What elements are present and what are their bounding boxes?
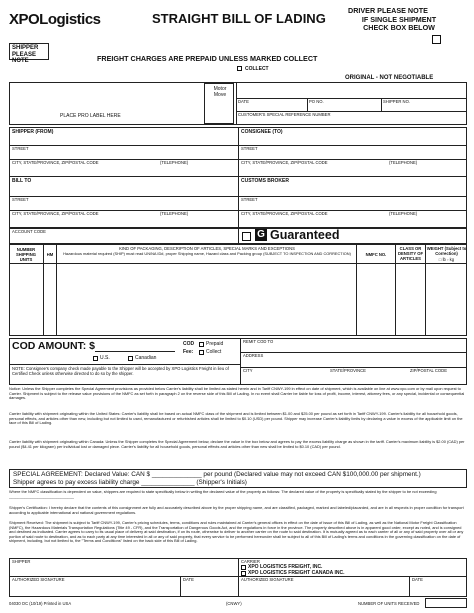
- ca-liability-paragraph: Carrier liability with shipment originating within Canada: Unless the Shipper completes the Special Agreement below, declare the value in the box below and agrees to pay the excess liability charge as shown in the tariff. Carrier's maximum liability is $2.00 (CAD) per pound ($4.41 per kilogram) per individual lost or damaged piece. Carrier's liability for all household goods, personal effects and articles other than new shall be limited to $0.10 (CAD) per pound.: [9, 440, 465, 449]
- shipper-note: SHIPPER PLEASE NOTE: [12, 45, 39, 64]
- shipper-date-label: DATE: [183, 577, 194, 582]
- shipper-phone-label: (TELEPHONE): [160, 160, 189, 165]
- customs-broker-label: CUSTOMS BROKER: [241, 178, 289, 184]
- collect-label: COLLECT: [245, 66, 269, 72]
- copy-label: (CNWY): [226, 601, 242, 606]
- broker-phone-label: (TELEPHONE): [389, 211, 418, 216]
- shipper-city-label: CITY, STATE/PROVINCE, ZIP/POSTAL CODE: [12, 160, 99, 165]
- customer-ref-field[interactable]: [238, 117, 465, 124]
- remit-cod-label: REMIT COD TO: [243, 339, 274, 344]
- carrier-auth-sig-label: AUTHORIZED SIGNATURE: [241, 577, 294, 582]
- us-liability-paragraph: Carrier liability with shipment originating within the United States: Carrier's liability shall be based on actual NMFC class of the shipment and is limited between $1.00 and $25.00 per pound as set forth in Tariff CNWY-199. Carrier's liability for all household goods, personal effects, and articles other than new, including but not limited to used, remanufactured or refurbished articles shall be limited to $0.10 (USD) per pound. Shipper may increase Carrier's liability limits by declaring a value in excess of the applicable limit on the face of this Bill of Lading.: [9, 412, 463, 426]
- consignee-phone-label: (TELEPHONE): [389, 160, 418, 165]
- col-weight-units: □ lb ◦ kg: [438, 257, 455, 262]
- notice-paragraph: Notice: Unless the Shipper completes the Special Agreement provisions as provided below Carrier's liability shall be limited as stated herein and in Tariff CNWY-199 in effect on date of shipment, which is available on line at www.xpo.com or by mail upon request to Carrier. Shipment is subject to the release value provisions of the NMFC as set forth in paragraph 2 on the reverse side of this Bill of Lading. In no event shall Carrier be liable for loss of profit, income, interest, attorney fees, or any special, incidental or consequential damages.: [9, 387, 465, 401]
- shipper-street-label: STREET: [12, 146, 29, 151]
- col-weight-header: WEIGHT (Subject to Correction): [426, 246, 467, 256]
- cod-prepaid-label: Prepaid: [206, 341, 224, 347]
- consignee-street-label: STREET: [241, 146, 258, 151]
- carrier-ca-checkbox[interactable]: [241, 571, 246, 576]
- us-label: U.S.: [100, 355, 110, 361]
- billto-city-label: CITY, STATE/PROVINCE, ZIP/POSTAL CODE: [12, 211, 99, 216]
- carrier-date-label: DATE: [412, 577, 423, 582]
- certification-paragraph: Shipper's Certification: I hereby declare that the contents of this consignment are fully and accurately described above by the proper shipping name, and are classified, packaged, marked and labeled/placarded, and are in all respects in proper condition for transport according to applicable international and national government regulations.: [9, 506, 464, 515]
- consignee-to-label: CONSIGNEE (TO): [241, 129, 283, 135]
- carrier-ca-label: XPO LOGISTICS FREIGHT CANADA INC.: [248, 570, 345, 576]
- cod-note: NOTE: Consignee's company check made payable to the Shipper will be accepted by XPO Logistics Freight in lieu of Certified Check unless otherwise directed to do so by the shipper.: [12, 366, 229, 376]
- guaranteed-checkbox[interactable]: [242, 232, 251, 241]
- guaranteed-logo-icon: G: [255, 229, 267, 241]
- customer-ref-label: CUSTOMER'S SPECIAL REFERENCE NUMBER: [238, 112, 331, 117]
- cod-amount-label: COD AMOUNT: $: [12, 340, 96, 352]
- account-code-label: ACCOUNT CODE: [12, 229, 46, 234]
- shipper-signature-field[interactable]: [12, 583, 178, 595]
- us-checkbox[interactable]: [93, 356, 98, 361]
- cod-prepaid-checkbox[interactable]: [199, 342, 204, 347]
- broker-city-label: CITY, STATE/PROVINCE, ZIP/POSTAL CODE: [241, 211, 328, 216]
- fee-label: Fee:: [183, 349, 194, 355]
- cod-collect-checkbox[interactable]: [199, 350, 204, 355]
- driver-note: DRIVER PLEASE NOTE: [348, 6, 428, 15]
- shipper-sig-label: SHIPPER: [12, 559, 31, 564]
- cod-collect-label: Collect: [206, 349, 222, 355]
- special-agreement-box: [9, 469, 467, 488]
- shipper-date-field[interactable]: [183, 583, 236, 595]
- po-label: PO NO.: [309, 99, 324, 104]
- form-number: 04030 OC (10/19) Printed in USA: [9, 601, 72, 606]
- date-label: DATE: [238, 99, 249, 104]
- single-shipment-checkbox[interactable]: [432, 35, 441, 44]
- pro-label-placeholder: PLACE PRO LABEL HERE: [60, 113, 121, 119]
- cod-zip-label: ZIP/POSTAL CODE: [410, 368, 447, 373]
- carrier-us-checkbox[interactable]: [241, 565, 246, 570]
- cod-state-label: STATE/PROVINCE: [330, 368, 366, 373]
- shipper-note-box: [9, 43, 49, 64]
- address-label: ADDRESS: [243, 353, 264, 358]
- canadian-label: Canadian: [135, 355, 157, 361]
- broker-street-label: STREET: [241, 197, 258, 202]
- guaranteed-label: Guaranteed: [270, 228, 340, 242]
- col-nmfc-header: NMFC NO.: [365, 252, 387, 257]
- motor-move-label: Motor Move: [213, 86, 227, 98]
- collect-checkbox[interactable]: [237, 66, 242, 71]
- shipper-from-label: SHIPPER (FROM): [12, 129, 54, 135]
- col-units-header: NUMBER SHIPPING UNITS: [15, 247, 36, 262]
- shipper-no-label: SHIPPER NO.: [383, 99, 410, 104]
- units-received-field[interactable]: [425, 598, 467, 608]
- cod-label: COD: [183, 341, 195, 347]
- col-hm-header: HM: [46, 252, 54, 257]
- freight-note: FREIGHT CHARGES ARE PREPAID UNLESS MARKED COLLECT: [97, 54, 318, 63]
- form-title: STRAIGHT BILL OF LADING: [152, 11, 326, 26]
- shipper-agrees-text: Shipper agrees to pay excess liability charge _______________ (Shipper's Initials): [13, 479, 247, 486]
- col-class-header: CLASS OR DENSITY OF ARTICLES: [397, 246, 424, 261]
- carrier-date-field[interactable]: [412, 583, 465, 595]
- bill-to-label: BILL TO: [12, 178, 32, 184]
- col-kind-sub: Hazardous material required (SHIP) must read UN/NA ID#, proper Shipping name, Hazard class and Packing group (SUBJECT TO INSPECTION AND CORRECTION): [63, 251, 351, 256]
- motor-move-box: [204, 83, 234, 124]
- po-field[interactable]: [309, 104, 379, 110]
- date-field[interactable]: [238, 104, 304, 110]
- special-agreement-text: SPECIAL AGREEMENT: Declared Value: CAN $ ______________ per pound (Declared value may not exceed CAN $100,000.00 per shipment.): [13, 471, 421, 478]
- single-shipment-note: IF SINGLE SHIPMENT CHECK BOX BELOW: [361, 15, 437, 32]
- goods-entry-area[interactable]: [10, 264, 466, 335]
- units-received-label: NUMBER OF UNITS RECEIVED: [358, 601, 420, 606]
- shipper-auth-sig-label: AUTHORIZED SIGNATURE: [12, 577, 65, 582]
- original-label: ORIGINAL - NOT NEGOTIABLE: [345, 75, 434, 81]
- company-logo: XPOLogistics: [9, 11, 101, 28]
- shipment-received-paragraph: Shipment Received: The shipment is subject to Tariff CNWY-199, Carrier's pricing schedules, terms, conditions and rules maintained at Carrier's general offices in effect on the date of issue of this Bill of Lading, as well as the National Motor Freight Classification (NMFC), the Hazardous Materials Transportation Regulations (Title 49 - CFR), and the Transportation of Dangerous Goods Act, and the regulations in force in the province. The property described above is in apparent good order, except as noted, and is consigned and destined as indicated. Carrier agrees to carry to its usual place of delivery at said destination, if on its route, otherwise to deliver to another carrier on the route to said destination. It is mutually agreed as to each carrier of all or any of said property over all or any portion of said route to destination, and as to each party at any time interested in all or any of said property, that every service to be performed hereunder shall be subject to all of this Bill of Lading's terms and conditions in the governing classification on the date of shipment, including, but not limited to, the "Terms and Conditions" listed on the back side of this Bill of Lading.: [9, 521, 464, 544]
- billto-street-label: STREET: [12, 197, 29, 202]
- cod-amount-field[interactable]: [95, 341, 175, 351]
- rate-dependent-paragraph: Where the NMFC classification is dependent on value, shippers are required to state specifically below in writing the declared value of the property as follows: The declared value of the property is specifically stated by the shipper to be not exceeding ______________________________: [9, 490, 437, 499]
- carrier-signature-field[interactable]: [241, 583, 407, 595]
- carrier-us-label: XPO LOGISTICS FREIGHT, INC.: [248, 564, 323, 570]
- carrier-label: CARRIER: [241, 559, 260, 564]
- cod-city-label: CITY: [243, 368, 253, 373]
- consignee-city-label: CITY, STATE/PROVINCE, ZIP/POSTAL CODE: [241, 160, 328, 165]
- billto-phone-label: (TELEPHONE): [160, 211, 189, 216]
- shipper-no-field[interactable]: [383, 104, 465, 110]
- canadian-checkbox[interactable]: [128, 356, 133, 361]
- col-kind-header: KIND OF PACKAGING, DESCRIPTION OF ARTICLES, SPECIAL MARKS AND EXCEPTIONS: [119, 246, 295, 251]
